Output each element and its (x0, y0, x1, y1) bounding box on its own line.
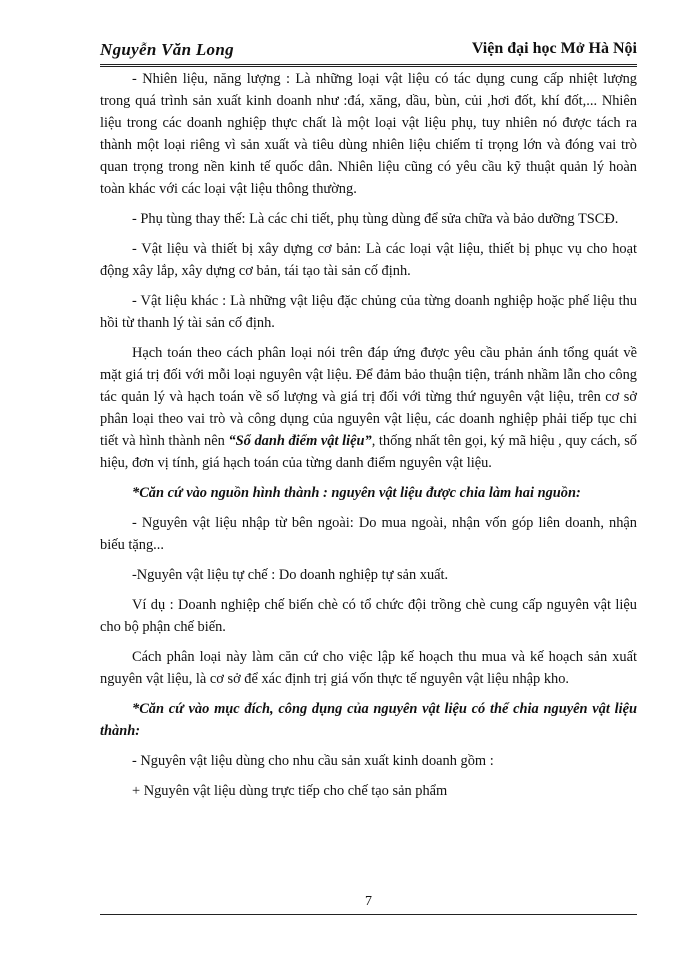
section-heading-source: *Căn cứ vào nguồn hình thành : nguyên vật liệu được chia làm hai nguồn: (132, 485, 581, 501)
footer-divider (100, 914, 637, 915)
paragraph-production-needs: - Nguyên vật liệu dùng cho nhu cầu sản xuất kinh doanh gồm : (132, 753, 494, 769)
paragraph-classification-basis: Cách phân loại này làm căn cứ cho việc lập kế hoạch thu mua và kế hoạch sản xuất nguyên vật liệu, là cơ sở để xác định trị giá vốn thực tế nguyên vật liệu nhập kho. (100, 649, 637, 687)
paragraph-other-materials: - Vật liệu khác : Là những vật liệu đặc chủng của từng doanh nghiệp hoặc phế liệu thu hồi từ thanh lý tài sản cố định. (100, 293, 637, 331)
document-body (100, 68, 637, 802)
paragraph-text: Hạch toán theo cách phân loại nói trên đáp ứng được yêu cầu phản ánh tổng quát về mặt giá trị đối với mỗi loại nguyên vật liệu. Để đảm bảo thuận tiện, tránh nhầm lẫn cho công tác quản lý và hạch toán về số lượng và giá trị đối với từng thứ nguyên vật liệu, trên cơ sở phân loại theo vai trò và công dụng của nguyên vật liệu, các doanh nghiệp phải tiếp tục chi tiết và hình thành nên (100, 345, 637, 449)
author-name: Nguyễn Văn Long (100, 40, 234, 59)
paragraph-direct-materials: + Nguyên vật liệu dùng trực tiếp cho chế tạo sản phẩm (132, 783, 448, 799)
paragraph-spare-parts: - Phụ tùng thay thế: Là các chi tiết, phụ tùng dùng để sửa chữa và bảo dưỡng TSCĐ. (132, 211, 619, 227)
paragraph-construction-materials: - Vật liệu và thiết bị xây dựng cơ bản: Là các loại vật liệu, thiết bị phục vụ cho hoạt động xây lắp, xây dựng cơ bản, tái tạo tài sản cố định. (100, 241, 637, 279)
institute-name: Viện đại học Mở Hà Nội (471, 40, 637, 57)
material-catalog-term: “Sổ danh điểm vật liệu” (228, 433, 372, 449)
paragraph-text: , thống nhất tên gọi, ký mã hiệu , quy cách, số hiệu, đơn vị tính, giá hạch toán của từng danh điểm nguyên vật liệu. (100, 433, 637, 471)
section-heading-purpose: *Căn cứ vào mục đích, công dụng của nguyên vật liệu có thể chia nguyên vật liệu thành: (100, 701, 637, 739)
paragraph-external-materials: - Nguyên vật liệu nhập từ bên ngoài: Do mua ngoài, nhận vốn góp liên doanh, nhận biếu tặng... (100, 515, 637, 553)
paragraph-self-made-materials: -Nguyên vật liệu tự chế : Do doanh nghiệp tự sản xuất. (132, 567, 449, 583)
paragraph-fuel: - Nhiên liệu, năng lượng : Là những loại vật liệu có tác dụng cung cấp nhiệt lượng trong quá trình sản xuất kinh doanh như :đá, xăng, dầu, bùn, củi ,hơi đốt, khí đốt,... Nhiên liệu trong các doanh nghiệp thực chất là một loại vật liệu phụ, tuy nhiên nó được tách ra thành một loại riêng vì sản xuất và tiêu dùng nhiên liệu chiếm tỉ trọng lớn và đóng vai trò quan trọng trong nền kinh tế quốc dân. Nhiên liệu cũng có yêu cầu kỹ thuật quản lý hoàn toàn khác với các loại vật liệu thông thường. (100, 71, 637, 197)
page-number: 7 (365, 894, 372, 909)
page-header (100, 36, 637, 67)
paragraph-accounting-classification (100, 342, 637, 474)
paragraph-example: Ví dụ : Doanh nghiệp chế biến chè có tổ chức đội trồng chè cung cấp nguyên vật liệu cho bộ phận chế biến. (100, 597, 637, 635)
